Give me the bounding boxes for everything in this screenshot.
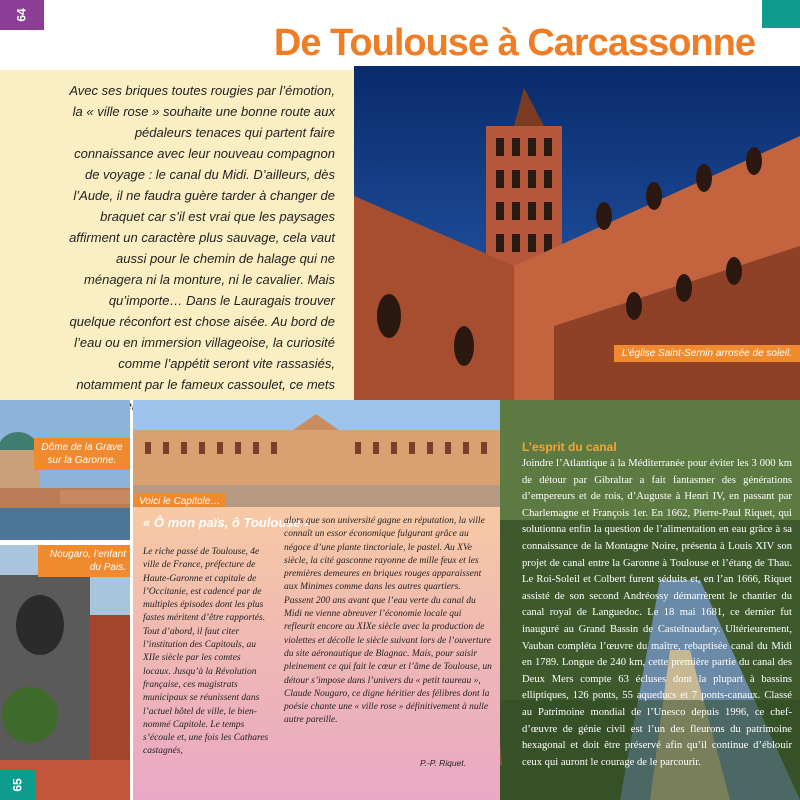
toulouse-heading: « Ô mon païs, ô Toulouse »	[143, 515, 312, 530]
nougaro-caption: Nougaro, l’enfant du Pais.	[38, 545, 130, 577]
capitole-caption: Voici le Capitole…	[133, 493, 226, 510]
toulouse-column-1: Le riche passé de Toulouse, 4e ville de France, préfecture de Haute-Garonne et capitale de l’Occitanie, est cadencé par de multiples épisodes dont les plus fastes méritent d’être rapportés. Tout d’abord, il faut citer l’institution des Capitouls, au XIIe siècle par les comtes locaux. Jusqu’à la Révolution française, ces magistrats municipaux se réunissent dans l’actuel hôtel de ville, le bien-nommé Capitole. Le temps s’écoule et, une fois les Cathares castagnés,	[143, 547, 269, 757]
dome-grave-photo	[0, 400, 130, 540]
dome-grave-caption: Dôme de la Grave sur la Garonne.	[34, 438, 130, 470]
toulouse-column-2: alors que son université gagne en réputation, la ville connaît un essor économique fulgurant grâce au négoce d’une plante tinctoriale, le pastel. Au XVe siècle, la cité gasconne rayonne de mille feux et les premières demeures en briques rouges apparaissent aux Minimes comme dans les autres quartiers. Passent 200 ans avant que l’eau verte du canal du Midi ne vienne abreuver l’économie locale qui refleurit encore au XIXe siècle avec la production de violettes et décolle le siècle suivant lors de l’ouverture du site aéronautique de Blagnac. Mais, pour saisir pleinement ce qui fait le cœur et l’âme de Toulouse, un détour s’impose dans l’univers du « petit taureau », Claude Nougaro, ce digne héritier des félibres dont la poésie chante une « ville rose » définitivement à nulle autre pareille.	[284, 516, 492, 726]
corner-tab	[762, 0, 800, 28]
canal-text: Joindre l’Atlantique à la Méditerranée pour éviter les 3 000 km de détour par Gibraltar a fait fantasmer des générations d’empereurs et de rois, d’Auguste à Henri IV, en passant par Charlemagne et François 1er. En 1662, Pierre-Paul Riquet, qui solutionna enfin la question de l’alimentation en eau grâce à sa connaissance de la Montagne Noire, présenta à Louis XIV son projet de canal entre la Garonne à Toulouse et l’étang de Thau. Le Roi-Soleil et Colbert furent séduits et, en l’an 1666, Riquet assisté de son second Andréossy démarrèrent le chantier du canal royal de Languedoc. Le 18 mai 1681, ce dernier fut inauguré au Grand Bassin de Castelnaudary. Ultérieurement, Vauban compléta l’œuvre du maître, rebaptisée canal du Midi en 1789. Longue de 240 km, cette première partie du canal des Deux Mers compte 63 écluses dont la plupart à bassins elliptiques, 126 ponts, 55 aqueducs et 7 ponts-canaux. Classé au Patrimoine mondial de l’Unesco depuis 1996, ce chef-d’œuvre de génie civil est l’un des fleurons du patrimoine hexagonal et doit être préservé afin qu’il continue d’éblouir ceux qui auront le courage de le parcourir.	[522, 458, 792, 768]
intro-text: Avec ses briques toutes rougies par l’émotion, la « ville rose » souhaite une bonne route aux pédaleurs tenaces qui partent faire connaissance avec leur nouveau compagnon de voyage : le canal du Midi. D’ailleurs, dès l’Aude, il ne faudra guère tarder à changer de braquet car s’il est vrai que les paysages affirment un caractère plus sauvage, cela vaut aussi pour le chemin de halage qui ne ménagera ni la monture, ni le cavalier. Mais qu’importe… Dans le Lauragais trouver quelque réconfort est chose aisée. Au bord de l’eau ou en immersion villageoise, la curiosité comme l’appétit seront vite rassasiés, notamment par le fameux cassoulet, ce mets	[69, 83, 335, 392]
nougaro-mural-photo	[0, 545, 130, 800]
riquet-caption: P.-P. Riquet.	[420, 758, 466, 768]
capitole-photo	[133, 400, 500, 507]
saint-sernin-caption: L’église Saint-Sernin arrosée de soleil.	[614, 345, 800, 362]
page-number-bottom: 65	[0, 770, 36, 800]
canal-heading: L’esprit du canal	[522, 440, 617, 454]
page-title: De Toulouse à Carcassonne	[273, 22, 755, 64]
page-number-top: 64	[0, 0, 44, 30]
riquet-statue	[500, 655, 510, 800]
